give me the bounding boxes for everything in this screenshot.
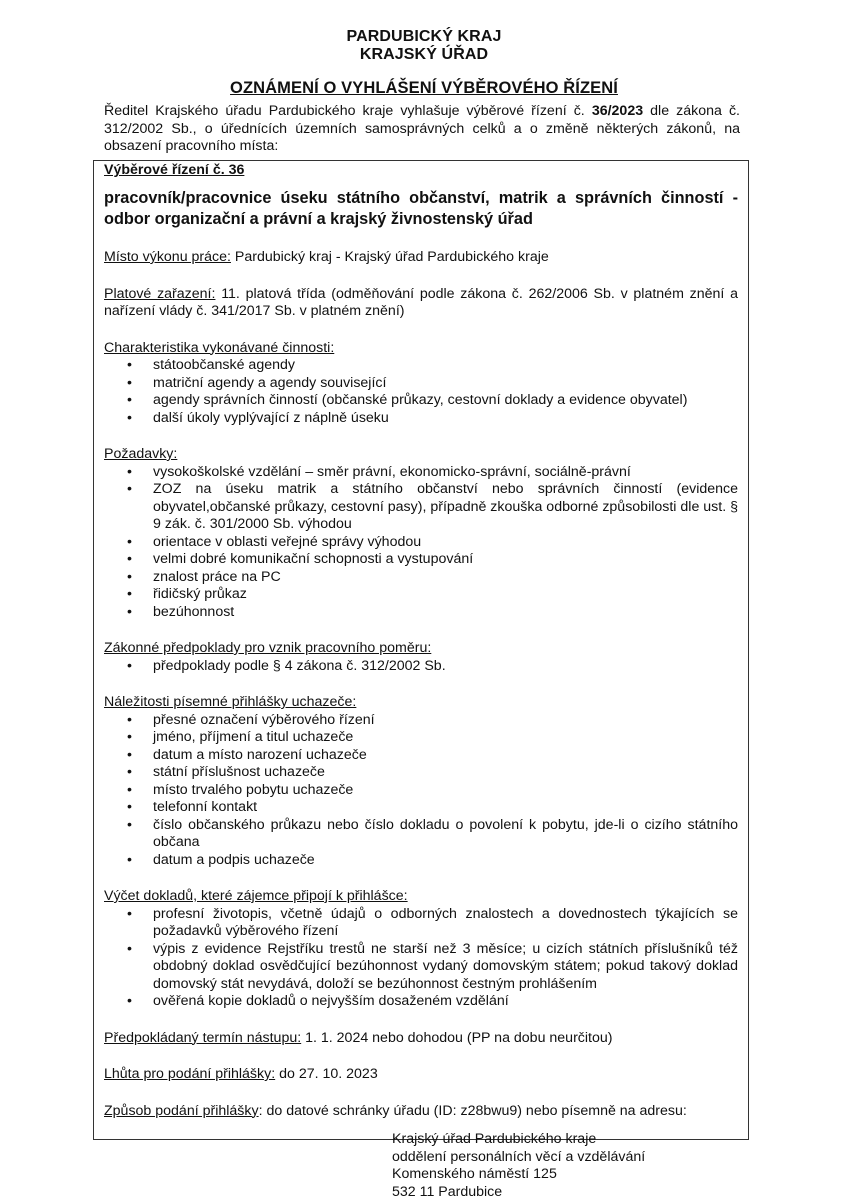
list-item-text: bezúhonnost — [153, 604, 234, 620]
list-item-text: jméno, příjmení a titul uchazeče — [153, 729, 353, 745]
list-item-text: znalost práce na PC — [153, 569, 281, 585]
start-date — [104, 1030, 738, 1048]
list-item-text: agendy správních činností (občanské průkazy, cestovní doklady a evidence obyvatel) — [153, 392, 687, 408]
list-item — [104, 993, 738, 1011]
list-item-text: profesní životopis, včetně údajů o odborných znalostech a dovednostech týkajících se požadavků výběrového řízení — [153, 906, 738, 940]
bullet-icon: • — [127, 782, 132, 800]
bullet-icon: • — [127, 464, 132, 482]
deadline — [104, 1066, 738, 1084]
list-item — [104, 906, 738, 941]
bullet-icon: • — [127, 658, 132, 676]
bullet-icon: • — [127, 551, 132, 569]
list-item-text: orientace v oblasti veřejné správy výhodou — [153, 534, 421, 550]
list-item — [104, 729, 738, 747]
section — [104, 340, 738, 428]
list-item-text: telefonní kontakt — [153, 799, 257, 815]
bullet-icon: • — [127, 817, 132, 835]
bullet-icon: • — [127, 852, 132, 870]
bullet-list — [104, 712, 738, 870]
list-item-text: další úkoly vyplývající z náplně úseku — [153, 410, 389, 426]
list-item — [104, 941, 738, 994]
position-title: pracovník/pracovnice úseku státního občanství, matrik a správních činností - odbor organizační a právní a krajský živnostenský úřad — [104, 188, 738, 230]
competition-number: 36/2023 — [592, 103, 643, 119]
list-item-text: ZOZ na úseku matrik a státního občanství nebo správních činností (evidence obyvatel,občanské průkazy, cestovní pasy), případně zkouška odborné způsobilosti dle ust. § 9 zák. č. 301/2000 Sb. výhodou — [153, 481, 738, 532]
bullet-icon: • — [127, 799, 132, 817]
list-item — [104, 410, 738, 428]
vacancy-box — [93, 160, 749, 1140]
list-item-text: státní příslušnost uchazeče — [153, 764, 325, 780]
submission-method — [104, 1103, 738, 1121]
start-value: 1. 1. 2024 nebo dohodou (PP na dobu neurčitou) — [301, 1030, 612, 1046]
list-item-text: místo trvalého pobytu uchazeče — [153, 782, 353, 798]
list-item-text: státoobčanské agendy — [153, 357, 295, 373]
address-line: Krajský úřad Pardubického kraje — [392, 1131, 738, 1149]
start-label: Předpokládaný termín nástupu: — [104, 1030, 301, 1046]
section — [104, 694, 738, 869]
list-item — [104, 747, 738, 765]
method-label: Způsob podání přihlášky — [104, 1103, 259, 1119]
workplace — [104, 249, 738, 267]
bullet-icon: • — [127, 534, 132, 552]
section-title: Charakteristika vykonávané činnosti: — [104, 340, 738, 358]
intro-text: Ředitel Krajského úřadu Pardubického kraje vyhlašuje výběrové řízení č. — [104, 103, 592, 119]
bullet-icon: • — [127, 481, 132, 499]
list-item — [104, 712, 738, 730]
list-item — [104, 658, 738, 676]
method-value: : do datové schránky úřadu (ID: z28bwu9) nebo písemně na adresu: — [259, 1103, 687, 1119]
workplace-label: Místo výkonu práce: — [104, 249, 231, 265]
list-item — [104, 817, 738, 852]
list-item-text: ověřená kopie dokladů o nejvyšším dosaženém vzdělání — [153, 993, 509, 1009]
bullet-icon: • — [127, 764, 132, 782]
list-item-text: datum a podpis uchazeče — [153, 852, 315, 868]
bullet-icon: • — [127, 569, 132, 587]
bullet-list — [104, 357, 738, 427]
sections — [104, 340, 738, 1011]
workplace-value: Pardubický kraj - Krajský úřad Pardubického kraje — [231, 249, 549, 265]
list-item-text: předpoklady podle § 4 zákona č. 312/2002 Sb. — [153, 658, 446, 674]
postal-address — [392, 1131, 738, 1201]
list-item — [104, 569, 738, 587]
bullet-icon: • — [127, 941, 132, 959]
section-title: Výčet dokladů, které zájemce připojí k přihlášce: — [104, 888, 738, 906]
list-item-text: matriční agendy a agendy související — [153, 375, 386, 391]
document-title: OZNÁMENÍ O VYHLÁŠENÍ VÝBĚROVÉHO ŘÍZENÍ — [0, 79, 848, 98]
section-title: Zákonné předpoklady pro vznik pracovního poměru: — [104, 640, 738, 658]
address-line: Komenského náměstí 125 — [392, 1166, 738, 1184]
bullet-list — [104, 906, 738, 1011]
list-item-text: datum a místo narození uchazeče — [153, 747, 367, 763]
bullet-icon: • — [127, 392, 132, 410]
list-item-text: vysokoškolské vzdělání – směr právní, ekonomicko-správní, sociálně-právní — [153, 464, 631, 480]
bullet-icon: • — [127, 604, 132, 622]
list-item — [104, 799, 738, 817]
bullet-icon: • — [127, 586, 132, 604]
salary-label: Platové zařazení: — [104, 286, 215, 302]
deadline-value: do 27. 10. 2023 — [275, 1066, 378, 1082]
office-name: KRAJSKÝ ÚŘAD — [0, 46, 848, 64]
bullet-icon: • — [127, 747, 132, 765]
bullet-icon: • — [127, 729, 132, 747]
intro-paragraph — [104, 103, 740, 156]
section — [104, 888, 738, 1011]
address-line: oddělení personálních věcí a vzdělávání — [392, 1149, 738, 1167]
bullet-icon: • — [127, 906, 132, 924]
region-name: PARDUBICKÝ KRAJ — [0, 28, 848, 46]
salary-grade — [104, 286, 738, 321]
bullet-list — [104, 464, 738, 622]
list-item-text: velmi dobré komunikační schopnosti a vystupování — [153, 551, 473, 567]
deadline-label: Lhůta pro podání přihlášky: — [104, 1066, 275, 1082]
section — [104, 446, 738, 621]
list-item-text: číslo občanského průkazu nebo číslo dokladu o povolení k pobytu, jde-li o cizího státního občana — [153, 817, 738, 851]
bullet-icon: • — [127, 375, 132, 393]
list-item — [104, 464, 738, 482]
bullet-icon: • — [127, 357, 132, 375]
bullet-icon: • — [127, 712, 132, 730]
vacancy-label: Výběrové řízení č. 36 — [104, 162, 738, 179]
salary-value: 11. platová třída (odměňování podle zákona č. 262/2006 Sb. v platném znění a nařízení vlády č. 341/2017 Sb. v platném znění) — [104, 286, 738, 320]
address-line: 532 11 Pardubice — [392, 1184, 738, 1201]
list-item — [104, 375, 738, 393]
list-item-text: výpis z evidence Rejstříku trestů ne starší než 3 měsíce; u cizích státních příslušníků též obdobný doklad osvědčující bezúhonnost vydaný domovským státem; pokud takový doklad domovský stát nevydává, doloží se bezúhonnost čestným prohlášením — [153, 941, 738, 992]
list-item — [104, 586, 738, 604]
list-item — [104, 764, 738, 782]
section-title: Náležitosti písemné přihlášky uchazeče: — [104, 694, 738, 712]
intro-text-rest: dle zákona č. 312/2002 Sb., o úřednících územních samosprávných celků a o změně některých zákonů, na obsazení pracovního místa: — [104, 103, 740, 154]
list-item — [104, 481, 738, 534]
list-item — [104, 551, 738, 569]
list-item — [104, 852, 738, 870]
list-item — [104, 604, 738, 622]
list-item — [104, 357, 738, 375]
list-item-text: řidičský průkaz — [153, 586, 247, 602]
list-item — [104, 782, 738, 800]
list-item — [104, 392, 738, 410]
list-item-text: přesné označení výběrového řízení — [153, 712, 375, 728]
bullet-icon: • — [127, 993, 132, 1011]
bullet-list — [104, 658, 738, 676]
list-item — [104, 534, 738, 552]
section — [104, 640, 738, 675]
section-title: Požadavky: — [104, 446, 738, 464]
bullet-icon: • — [127, 410, 132, 428]
